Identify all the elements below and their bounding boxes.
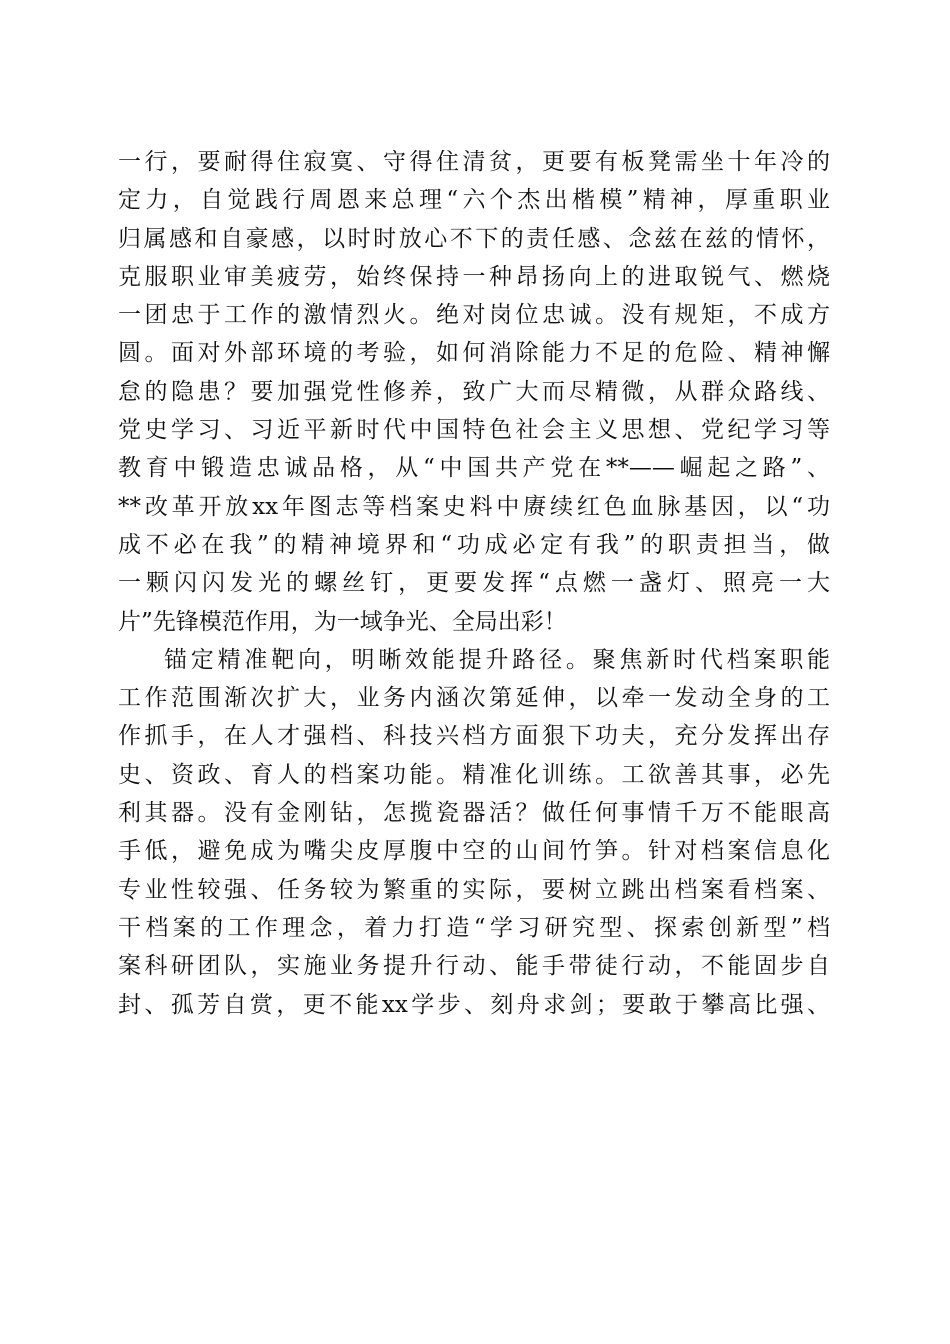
text-line: 怠的隐患？要加强党性修养，致广大而尽精微，从群众路线、 — [118, 378, 830, 405]
text-line: 定力，自觉践行周恩来总理“六个杰出楷模”精神，厚重职业 — [118, 187, 830, 214]
text-line: **改革开放xx年图志等档案史料中赓续红色血脉基因，以“功 — [118, 493, 830, 520]
text-line: 党史学习、习近平新时代中国特色社会主义思想、党纪学习等 — [118, 417, 830, 444]
text-line: 一行，要耐得住寂寞、守得住清贫，更要有板凳需坐十年冷的 — [118, 149, 830, 175]
text-line: 锚定精准靶向，明晰效能提升路径。聚焦新时代档案职能 — [164, 646, 830, 673]
text-line: 专业性较强、任务较为繁重的实际，要树立跳出档案看档案、 — [118, 876, 830, 903]
text-line: 一团忠于工作的激情烈火。绝对岗位忠诚。没有规矩，不成方 — [118, 302, 830, 329]
text-line: 成不必在我”的精神境界和“功成必定有我”的职责担当，做 — [118, 531, 830, 558]
text-line: 案科研团队，实施业务提升行动、能手带徒行动，不能固步自 — [118, 953, 830, 980]
text-line: 归属感和自豪感，以时时放心不下的责任感、念兹在兹的情怀， — [118, 225, 830, 252]
text-line: 一颗闪闪发光的螺丝钉，更要发挥“点燃一盏灯、照亮一大 — [118, 570, 830, 597]
text-line: 手低，避免成为嘴尖皮厚腹中空的山间竹笋。针对档案信息化 — [118, 838, 830, 865]
text-line: 封、孤芳自赏，更不能xx学步、刻舟求剑；要敢于攀高比强、 — [118, 991, 830, 1018]
text-line: 片”先锋模范作用，为一域争光、全局出彩！ — [118, 608, 567, 635]
text-line: 圆。面对外部环境的考验，如何消除能力不足的危险、精神懈 — [118, 340, 830, 367]
text-line: 干档案的工作理念，着力打造“学习研究型、探索创新型”档 — [118, 914, 830, 941]
document-body — [118, 143, 830, 1024]
text-line: 史、资政、育人的档案功能。精准化训练。工欲善其事，必先 — [118, 761, 830, 788]
text-line: 教育中锻造忠诚品格，从“中国共产党在**——崛起之路”、 — [118, 455, 830, 482]
text-line: 工作范围渐次扩大，业务内涵次第延伸，以牵一发动全身的工 — [118, 685, 830, 712]
text-line: 作抓手，在人才强档、科技兴档方面狠下功夫，充分发挥出存 — [118, 723, 830, 750]
paragraph-1 — [118, 143, 830, 641]
text-line: 利其器。没有金刚钻，怎揽瓷器活？做任何事情千万不能眼高 — [118, 800, 830, 827]
paragraph-2 — [118, 641, 830, 1024]
text-line: 克服职业审美疲劳，始终保持一种昂扬向上的进取锐气、燃烧 — [118, 263, 830, 290]
